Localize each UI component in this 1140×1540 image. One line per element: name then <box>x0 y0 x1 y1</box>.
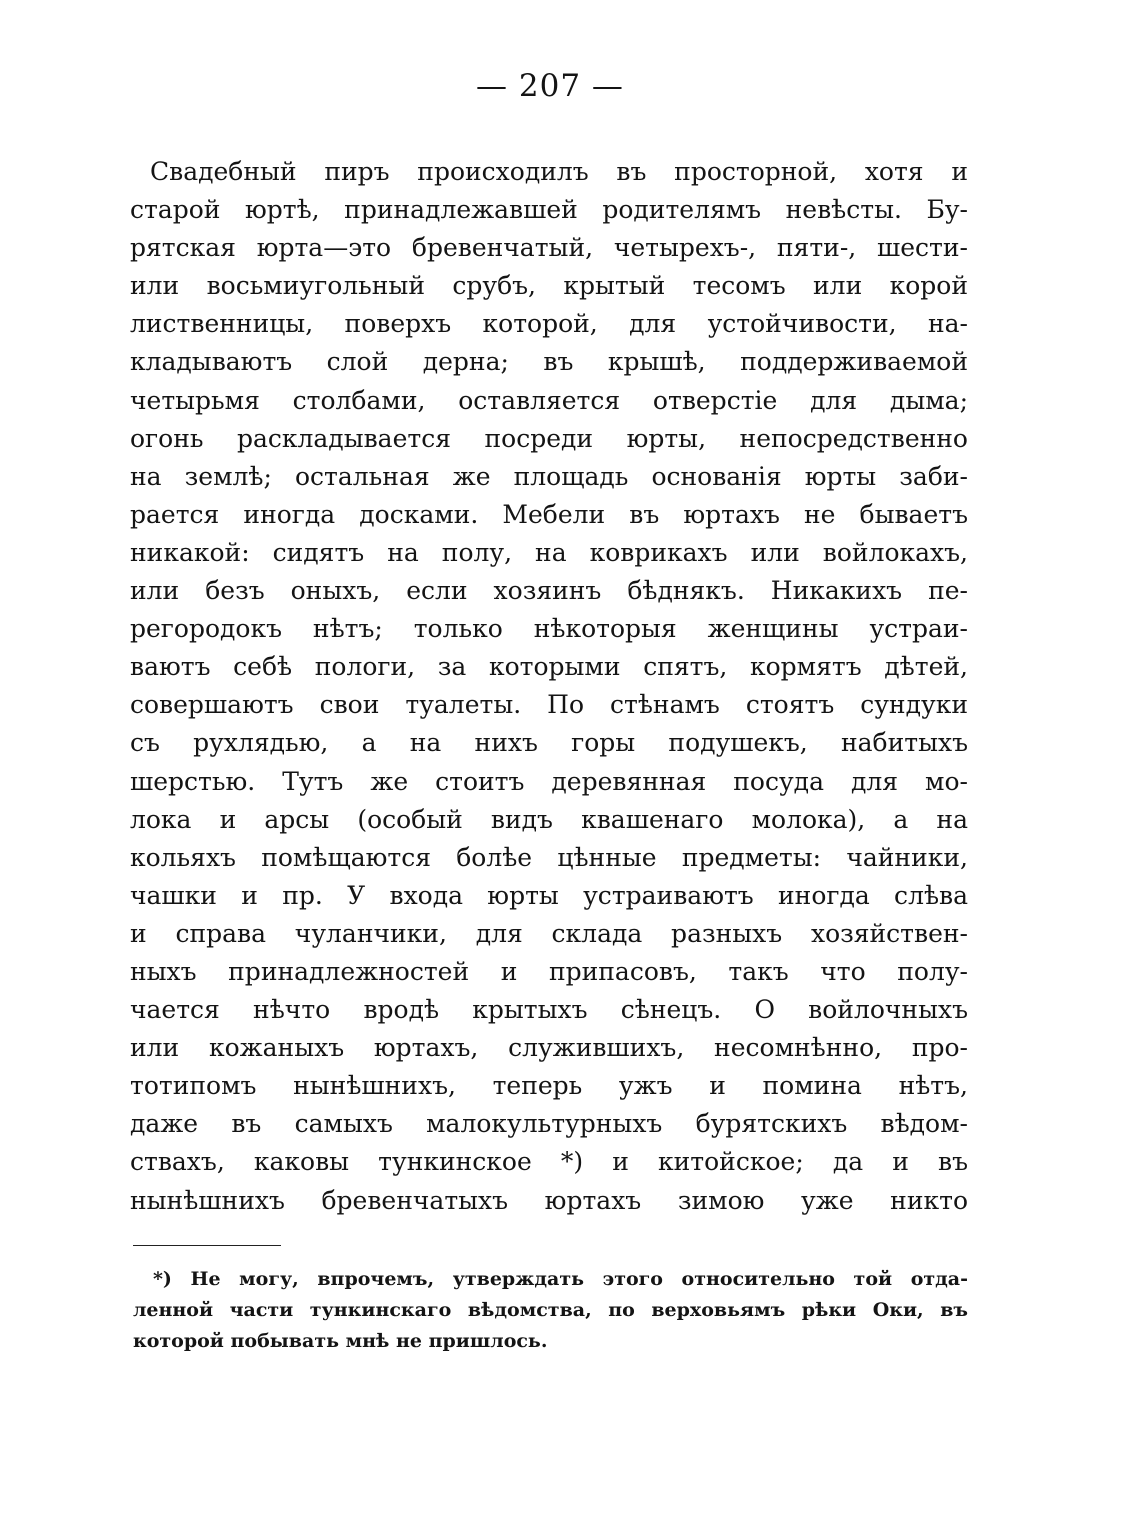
body-line: старой юртѣ, принадлежавшей родителямъ невѣсты. Бу- <box>130 195 968 225</box>
body-line: тотипомъ нынѣшнихъ, теперь ужъ и помина нѣтъ, <box>130 1071 968 1101</box>
footnote-line: *) Не могу, впрочемъ, утверждать этого относительно той отда- <box>153 1268 968 1290</box>
body-line: рается иногда досками. Мебели въ юртахъ не бываетъ <box>130 499 968 529</box>
body-line: регородокъ нѣтъ; только нѣкоторыя женщины устраи- <box>130 614 968 644</box>
body-line: ствахъ, каковы тункинское *) и китойское; да и въ <box>130 1147 968 1177</box>
body-line: или восьмиугольный срубъ, крытый тесомъ или корой <box>130 271 968 301</box>
body-line: четырьмя столбами, оставляется отверстіе для дыма; <box>130 385 968 415</box>
body-line: лиственницы, поверхъ которой, для устойчивости, на- <box>130 309 968 339</box>
page-number: — 207 — <box>476 68 624 104</box>
body-line: кладываютъ слой дерна; въ крышѣ, поддерживаемой <box>130 347 968 377</box>
body-line: даже въ самыхъ малокультурныхъ бурятскихъ вѣдом- <box>130 1109 968 1139</box>
body-line: ныхъ принадлежностей и припасовъ, такъ что полу- <box>130 956 968 986</box>
body-line: чается нѣчто вродѣ крытыхъ сѣнецъ. О войлочныхъ <box>130 995 968 1025</box>
body-line: совершаютъ свои туалеты. По стѣнамъ стоятъ сундуки <box>130 690 968 720</box>
footnote-divider <box>133 1245 281 1246</box>
body-line: Свадебный пиръ происходилъ въ просторной, хотя и <box>150 157 968 186</box>
body-text <box>130 153 968 1220</box>
body-line: лока и арсы (особый видъ квашенаго молока), а на <box>130 804 968 834</box>
body-line: ваютъ себѣ пологи, за которыми спятъ, кормятъ дѣтей, <box>130 652 968 682</box>
body-line: никакой: сидятъ на полу, на коврикахъ или войлокахъ, <box>130 537 968 567</box>
body-line: нынѣшнихъ бревенчатыхъ юртахъ зимою уже никто <box>130 1185 968 1215</box>
body-line: съ рухлядью, а на нихъ горы подушекъ, набитыхъ <box>130 728 968 758</box>
body-line: и справа чуланчики, для склада разныхъ хозяйствен- <box>130 918 968 948</box>
body-line: или безъ оныхъ, если хозяинъ бѣднякъ. Никакихъ пе- <box>130 576 968 606</box>
body-line: чашки и пр. У входа юрты устраиваютъ иногда слѣва <box>130 880 968 910</box>
body-line: кольяхъ помѣщаются болѣе цѣнные предметы: чайники, <box>130 842 968 872</box>
footnote-line: ленной части тункинскаго вѣдомства, по верховьямъ рѣки Оки, въ <box>133 1299 968 1321</box>
body-line: на землѣ; остальная же площадь основанія юрты заби- <box>130 461 968 491</box>
body-line: рятская юрта—это бревенчатый, четырехъ-, пяти-, шести- <box>130 233 968 263</box>
body-line: огонь раскладывается посреди юрты, непосредственно <box>130 423 968 453</box>
footnote <box>133 1264 968 1357</box>
body-line: или кожаныхъ юртахъ, служившихъ, несомнѣнно, про- <box>130 1033 968 1063</box>
footnote-line: которой побывать мнѣ не пришлось. <box>133 1330 548 1352</box>
body-line: шерстью. Тутъ же стоитъ деревянная посуда для мо- <box>130 766 968 796</box>
